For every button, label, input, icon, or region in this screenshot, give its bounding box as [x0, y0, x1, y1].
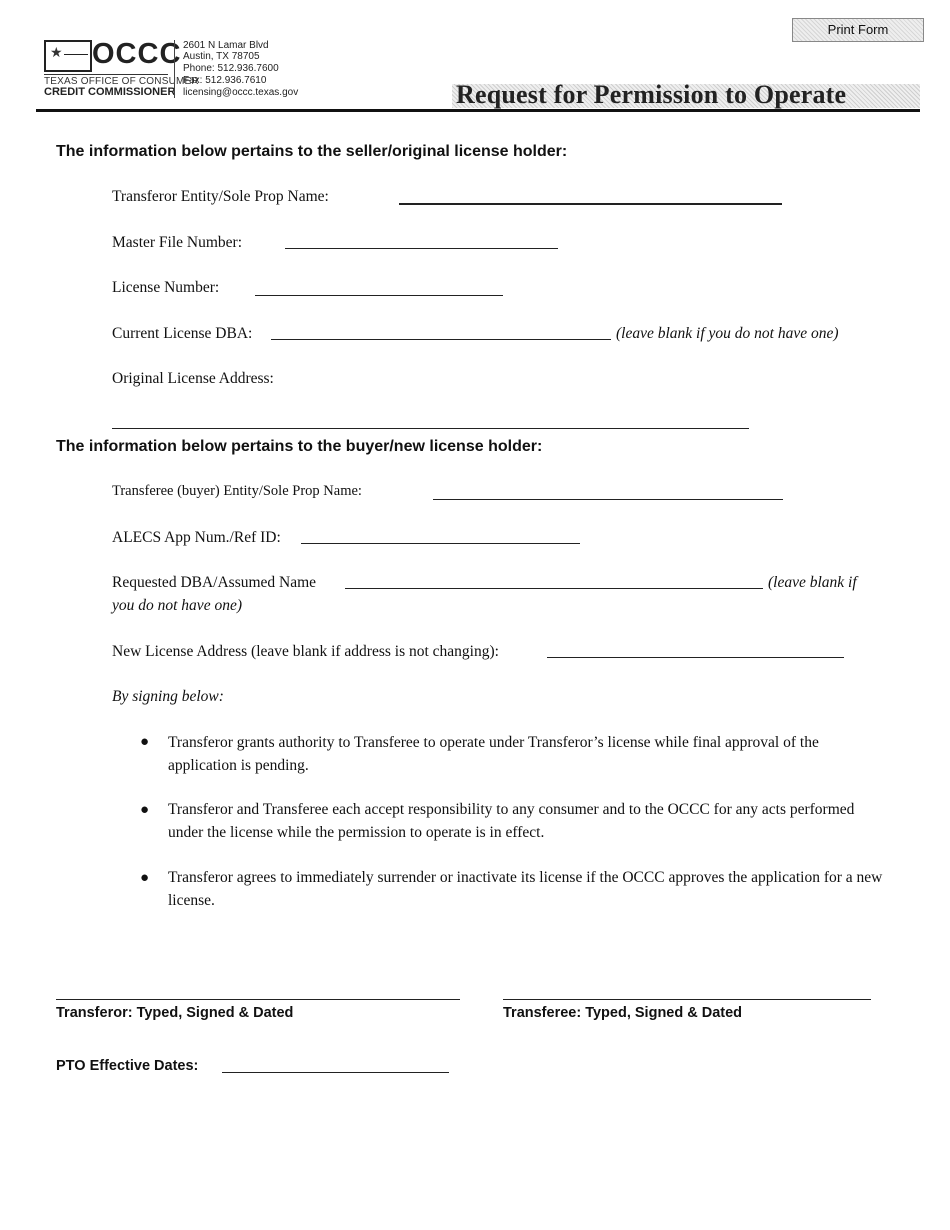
header-divider — [174, 40, 175, 98]
requested-dba-note-continued: you do not have one) — [112, 597, 242, 614]
page-title: Request for Permission to Operate — [456, 80, 847, 109]
license-number-label: License Number: — [112, 279, 220, 296]
occc-logo-icon — [44, 40, 92, 72]
bullet-icon: ● — [140, 802, 150, 818]
logo-subtitle-2: CREDIT COMMISSIONER — [44, 86, 176, 98]
transferor-name-field[interactable] — [399, 203, 782, 205]
seller-section-heading: The information below pertains to the seller/original license holder: — [56, 143, 568, 160]
bullet-icon: ● — [140, 734, 150, 750]
logo-wordmark: OCCC — [92, 38, 182, 70]
requested-dba-note: (leave blank if — [768, 574, 857, 591]
star-icon: ★ — [50, 46, 63, 61]
logo-subtitle-1: TEXAS OFFICE OF CONSUMER — [44, 76, 199, 87]
current-dba-label: Current License DBA: — [112, 325, 253, 342]
header-rule — [36, 109, 920, 112]
new-address-field[interactable] — [547, 657, 844, 658]
transferor-signature-label: Transferor: Typed, Signed & Dated — [56, 1005, 294, 1021]
terms-bullet-3: Transferor agrees to immediately surrender or inactivate its license if the OCCC approves the application for a new license. — [168, 869, 883, 909]
transferee-signature-label: Transferee: Typed, Signed & Dated — [503, 1005, 743, 1021]
master-file-label: Master File Number: — [112, 234, 243, 251]
transferee-name-field[interactable] — [433, 499, 783, 500]
terms-bullet-2: Transferor and Transferee each accept responsibility to any consumer and to the OCCC for any acts performed under the license while the permission to operate is in effect. — [168, 801, 855, 841]
print-form-button[interactable]: Print Form — [792, 18, 924, 42]
requested-dba-field[interactable] — [345, 588, 763, 589]
address-street: 2601 N Lamar Blvd — [183, 40, 269, 51]
address-phone: Phone: 512.936.7600 — [183, 63, 279, 74]
current-dba-field[interactable] — [271, 339, 611, 340]
address-fax: Fax: 512.936.7610 — [183, 75, 267, 86]
flag-stripe — [64, 54, 88, 55]
pto-dates-label: PTO Effective Dates: — [56, 1058, 199, 1074]
transferor-signature-field[interactable] — [56, 999, 460, 1000]
license-number-field[interactable] — [255, 295, 503, 296]
bullet-icon: ● — [140, 870, 150, 886]
terms-bullet-1: Transferor grants authority to Transferee to operate under Transferor’s license while final approval of the application is pending. — [168, 734, 819, 774]
current-dba-note: (leave blank if you do not have one) — [616, 325, 839, 342]
alecs-label: ALECS App Num./Ref ID: — [112, 529, 281, 546]
master-file-field[interactable] — [285, 248, 558, 249]
alecs-field[interactable] — [301, 543, 580, 544]
address-city: Austin, TX 78705 — [183, 51, 260, 62]
transferor-name-label: Transferor Entity/Sole Prop Name: — [112, 188, 329, 205]
transferee-signature-field[interactable] — [503, 999, 871, 1000]
original-address-label: Original License Address: — [112, 370, 274, 387]
transferee-name-label: Transferee (buyer) Entity/Sole Prop Name: — [112, 483, 362, 499]
address-email: licensing@occc.texas.gov — [183, 87, 299, 98]
requested-dba-label: Requested DBA/Assumed Name — [112, 574, 317, 591]
buyer-section-heading: The information below pertains to the buyer/new license holder: — [56, 438, 543, 455]
new-address-label: New License Address (leave blank if address is not changing): — [112, 643, 499, 660]
terms-intro: By signing below: — [112, 688, 224, 705]
logo-divider — [44, 74, 168, 75]
original-address-field[interactable] — [112, 428, 749, 429]
pto-dates-field[interactable] — [222, 1072, 449, 1073]
